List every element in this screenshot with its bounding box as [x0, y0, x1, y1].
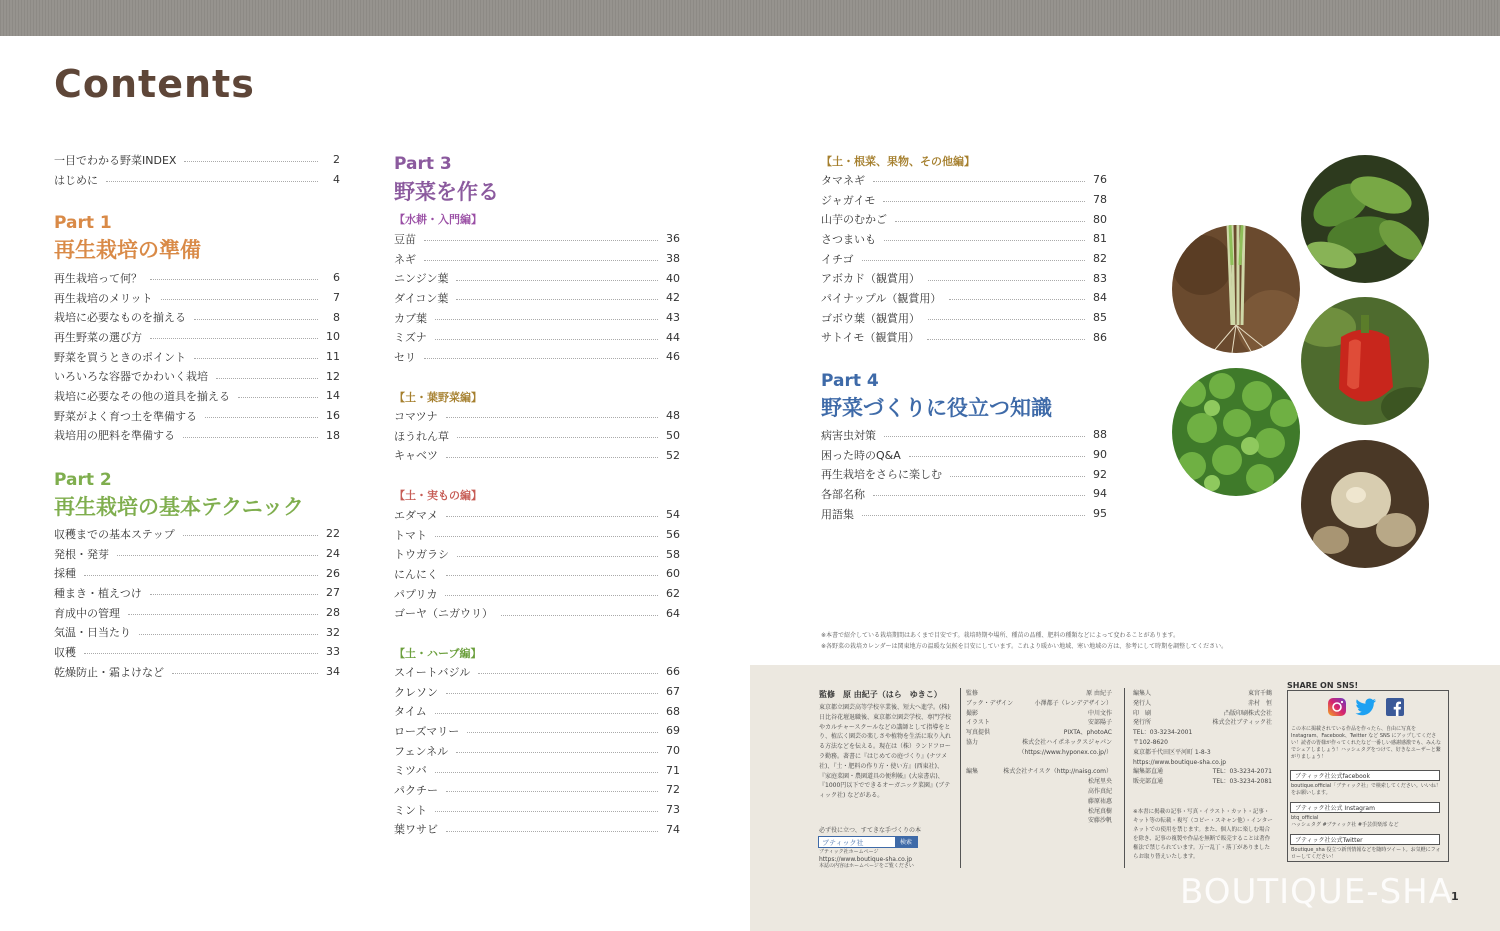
toc-entry-page: 8	[333, 310, 340, 324]
toc-entry[interactable]	[54, 524, 340, 544]
toc-entry-page: 58	[666, 547, 680, 561]
dot-leader	[456, 280, 658, 281]
toc-entry-label: 豆苗	[394, 232, 416, 246]
section-herb-heading: 【土・ハーブ編】	[394, 647, 482, 660]
toc-entry[interactable]	[821, 464, 1107, 484]
toc-entry[interactable]	[821, 425, 1107, 445]
toc-entry-label: 再生栽培って何？	[54, 271, 142, 285]
instagram-link[interactable]: ブティック社公式 Instagram	[1290, 802, 1440, 813]
toc-entry-label: はじめに	[54, 173, 98, 187]
toc-entry[interactable]	[394, 347, 680, 367]
toc-entry-label: 栽培用の肥料を準備する	[54, 429, 175, 443]
dot-leader	[150, 594, 318, 595]
toc-entry-label: トウガラシ	[394, 548, 449, 562]
toc-entry[interactable]	[394, 308, 680, 328]
toc-entry[interactable]	[54, 150, 340, 170]
toc-entry[interactable]	[54, 307, 340, 327]
toc-entry-label: パプリカ	[394, 587, 438, 601]
dot-leader	[150, 279, 318, 280]
section-fruit-heading: 【土・実もの編】	[394, 489, 482, 502]
toc-entry-label: 気温・日当たり	[54, 626, 131, 640]
toc-entry[interactable]	[394, 682, 680, 702]
toc-entry-label: ニンジン葉	[394, 272, 449, 286]
toc-entry-page: 71	[666, 763, 680, 777]
toc-intro-list	[54, 150, 340, 189]
toc-entry-label: 再生栽培のメリット	[54, 291, 153, 305]
toc-entry-label: キャベツ	[394, 449, 438, 463]
toc-entry-page: 11	[326, 350, 340, 364]
dot-leader	[205, 417, 318, 418]
toc-entry-label: 発根・発芽	[54, 547, 109, 561]
dot-leader	[928, 319, 1085, 320]
red-paprika-photo	[1301, 297, 1429, 425]
toc-entry[interactable]	[821, 484, 1107, 504]
toc-entry-label: 野菜がよく育つ土を準備する	[54, 409, 197, 423]
potato-photo	[1301, 440, 1429, 568]
brand-logo: BOUTIQUE-SHA	[1180, 872, 1453, 912]
page-title: Contents	[54, 62, 255, 106]
toc-entry[interactable]	[394, 327, 680, 347]
toc-entry[interactable]	[54, 662, 340, 682]
toc-entry-label: アボカド（観賞用）	[821, 272, 920, 286]
toc-entry-page: 48	[666, 409, 680, 423]
toc-entry-label: パクチー	[394, 783, 438, 797]
dot-leader	[238, 397, 318, 398]
note-line-2: ※各野菜の栽培カレンダーは関東地方の温暖な気候を目安にしています。これより暖かい地域、寒い地域の方は、参考にして時期を調整してください。	[821, 643, 1228, 650]
dot-leader	[194, 319, 318, 320]
divider-1	[960, 688, 961, 868]
toc-entry[interactable]	[821, 249, 1107, 269]
toc-entry[interactable]	[54, 642, 340, 662]
dot-leader	[183, 437, 318, 438]
toc-entry-page: 24	[326, 547, 340, 561]
toc-entry[interactable]	[54, 583, 340, 603]
toc-entry-page: 54	[666, 508, 680, 522]
toc-entry[interactable]	[54, 386, 340, 406]
toc-entry-label: サトイモ（観賞用）	[821, 331, 920, 345]
dot-leader	[183, 535, 318, 536]
dot-leader	[435, 536, 658, 537]
toc-entry-page: 72	[666, 783, 680, 797]
supervisor-bio: 東京都立園芸高等学校卒業後、短大へ進学。(株)日比谷花壇退職後、東京都立園芸学校、専門学校やカルチャースクールなどの講師として指導をとり、植広く園芸の楽しさや植物を生活に取り入れる方法などを伝える。現在は（株）ランドフローラ勤務。著書に『はじめての庭づくり』(ナツメ社)、『土・肥料の作り方・使い方』(西東社)、『家庭菜園・農園道具の便利帳』(大泉書店)、『1000円以下でできるオーガニック菜園』(ブティック社) などがある。	[819, 704, 952, 800]
part4-title: 野菜づくりに役立つ知識	[821, 396, 1052, 420]
staff-names: 原 由紀子 小澤都子（レンデデザイン） 中川文作 安部陽子 PIXTA、photoAC 株式会社ハイポネックスジャパン （https://www.hyponex.co.jp/） 株式会社ナイスク（http://naisg.com） 松尾里央 高作真紀 藤原祐惠 松尾真樹 安藤沙帆	[1003, 690, 1112, 825]
toc-entry-page: 42	[666, 291, 680, 305]
search-box-label: ブティック社	[822, 839, 864, 847]
section-root-list	[821, 170, 1107, 347]
toc-entry[interactable]	[821, 445, 1107, 465]
dot-leader	[873, 181, 1085, 182]
toc-entry-page: 6	[333, 271, 340, 285]
dot-leader	[873, 495, 1085, 496]
dot-leader	[161, 299, 318, 300]
toc-entry[interactable]	[394, 721, 680, 741]
toc-entry-label: ネギ	[394, 252, 416, 266]
dot-leader	[194, 358, 318, 359]
part2-title: 再生栽培の基本テクニック	[54, 495, 304, 519]
toc-entry[interactable]	[394, 505, 680, 525]
toc-entry[interactable]	[394, 741, 680, 761]
dot-leader	[184, 161, 318, 162]
dot-leader	[883, 201, 1085, 202]
toc-entry-page: 62	[666, 587, 680, 601]
instagram-note: btq_official ハッシュタグ #ブティック社 #手芸倶楽部 など	[1291, 815, 1399, 828]
toc-entry-page: 92	[1093, 467, 1107, 481]
part1-list	[54, 268, 340, 445]
homepage-url[interactable]: https://www.boutique-sha.co.jp	[819, 856, 913, 863]
toc-entry-page: 7	[333, 291, 340, 305]
toc-entry[interactable]	[394, 603, 680, 623]
toc-entry-label: 野菜を買うときのポイント	[54, 350, 186, 364]
dot-leader	[884, 240, 1085, 241]
toc-entry[interactable]	[54, 268, 340, 288]
instagram-icon[interactable]	[1327, 697, 1347, 717]
dot-leader	[446, 791, 658, 792]
dot-leader	[456, 299, 658, 300]
toc-entry[interactable]	[54, 327, 340, 347]
toc-entry[interactable]	[54, 366, 340, 386]
watercress-photo	[1172, 368, 1300, 496]
toc-entry[interactable]	[821, 229, 1107, 249]
toc-entry[interactable]	[394, 820, 680, 840]
supervisor-heading: 監修 原 由紀子（はら ゆきこ）	[819, 690, 942, 699]
toc-entry-label: 一目でわかる野菜INDEX	[54, 153, 177, 167]
dot-leader	[950, 476, 1085, 477]
toc-entry[interactable]	[821, 170, 1107, 190]
toc-entry-label: 困った時のQ&A	[821, 448, 901, 462]
search-hint: 必ず役に立つ、すてきな手づくりの本	[819, 827, 921, 834]
toc-entry-label: にんにく	[394, 567, 438, 581]
dot-leader	[927, 339, 1085, 340]
toc-entry[interactable]	[394, 288, 680, 308]
section-hydro-list	[394, 229, 680, 367]
dot-leader	[862, 260, 1085, 261]
dot-leader	[446, 417, 658, 418]
toc-entry-label: 採種	[54, 567, 76, 581]
toc-entry-page: 73	[666, 803, 680, 817]
dot-leader	[150, 338, 318, 339]
toc-entry-label: 栽培に必要なその他の道具を揃える	[54, 389, 230, 403]
toc-entry-label: 再生栽培をさらに楽しむ	[821, 468, 942, 482]
facebook-icon[interactable]	[1385, 697, 1405, 717]
toc-entry-label: タイム	[394, 705, 427, 719]
toc-entry-page: 46	[666, 350, 680, 364]
toc-entry[interactable]	[394, 268, 680, 288]
toc-entry-label: クレソン	[394, 685, 438, 699]
toc-entry-page: 64	[666, 606, 680, 620]
toc-entry-label: 病害虫対策	[821, 428, 876, 442]
toc-entry[interactable]	[394, 780, 680, 800]
divider-2	[1124, 688, 1125, 868]
toc-entry-page: 83	[1093, 271, 1107, 285]
toc-entry[interactable]	[394, 760, 680, 780]
dot-leader	[435, 772, 658, 773]
toc-entry-page: 10	[326, 330, 340, 344]
toc-entry-label: スイートバジル	[394, 665, 471, 679]
dot-leader	[445, 595, 658, 596]
toc-entry-label: ローズマリー	[394, 724, 460, 738]
dot-leader	[424, 260, 658, 261]
toc-entry-page: 34	[326, 665, 340, 679]
dot-leader	[128, 614, 318, 615]
toc-entry-label: いろいろな容器でかわいく栽培	[54, 370, 208, 384]
section-hydro-heading: 【水耕・入門編】	[394, 213, 482, 226]
toc-entry-label: コマツナ	[394, 409, 438, 423]
toc-entry-label: ダイコン葉	[394, 291, 449, 305]
toc-entry-page: 94	[1093, 487, 1107, 501]
toc-entry[interactable]	[394, 564, 680, 584]
toc-entry-page: 68	[666, 704, 680, 718]
toc-entry-page: 66	[666, 665, 680, 679]
toc-entry-label: 種まき・植えつけ	[54, 586, 142, 600]
toc-entry[interactable]	[821, 209, 1107, 229]
toc-entry[interactable]	[394, 584, 680, 604]
toc-entry-page: 38	[666, 252, 680, 266]
dot-leader	[106, 181, 318, 182]
toc-entry-label: ゴボウ葉（観賞用）	[821, 311, 920, 325]
toc-entry-page: 84	[1093, 291, 1107, 305]
toc-entry[interactable]	[821, 308, 1107, 328]
toc-entry-page: 22	[326, 527, 340, 541]
toc-entry-page: 69	[666, 724, 680, 738]
toc-entry[interactable]	[821, 288, 1107, 308]
leafy-greens-photo	[1301, 155, 1429, 283]
toc-entry-page: 81	[1093, 232, 1107, 246]
toc-entry-label: 各部名称	[821, 487, 865, 501]
sns-title: SHARE ON SNS!	[1287, 681, 1361, 690]
dot-leader	[435, 339, 658, 340]
sns-text: この本に掲載されている作品を作ったら、自由に写真を Instagram、Facebook、Twitter など SNS にアップしてください！読者の皆様が作ってくれたなど一番しい感謝感激でも、みんなでシェアしましょう！ハッシュタグをつけて、好きなユーザーと繋がりましょう！	[1291, 726, 1442, 760]
dot-leader	[928, 280, 1085, 281]
dot-leader	[862, 515, 1085, 516]
toc-entry-label: イチゴ	[821, 252, 854, 266]
toc-entry[interactable]	[394, 426, 680, 446]
part2-number: Part 2	[54, 470, 112, 490]
dot-leader	[446, 693, 658, 694]
sns-icons	[1327, 697, 1405, 717]
toc-entry-page: 40	[666, 271, 680, 285]
part4-list	[821, 425, 1107, 523]
legal-notice: ※本書に掲載の記事・写真・イラスト・カット・記事・キット等の転載・複写（コピー・スキャン他）・インターネットでの使用を禁じます。また、個人的に楽しむ場合を除き、記事の複製や作品を無断で販売することは著作権法で禁じられています。万一乱丁・落丁がありましたらお取り替えいたします。	[1133, 809, 1273, 860]
toc-entry[interactable]	[54, 563, 340, 583]
toc-entry-label: さつまいも	[821, 232, 876, 246]
toc-entry[interactable]	[54, 622, 340, 642]
publisher-names: 東宮千鶴 赤村 恒 凸版印刷株式会社 株式会社ブティック社 TEL：03-3234-2071 TEL：03-3234-2081	[1212, 690, 1272, 786]
toc-entry[interactable]	[821, 328, 1107, 348]
toc-entry[interactable]	[394, 229, 680, 249]
dot-leader	[478, 673, 658, 674]
toc-entry[interactable]	[54, 603, 340, 623]
dot-leader	[501, 615, 658, 616]
toc-entry-page: 74	[666, 822, 680, 836]
homepage-note: 本誌の内容はホームページをご覧ください	[819, 863, 914, 869]
toc-entry-page: 4	[333, 173, 340, 187]
toc-entry[interactable]	[54, 406, 340, 426]
toc-entry-label: カブ葉	[394, 311, 427, 325]
toc-entry-page: 28	[326, 606, 340, 620]
toc-entry[interactable]	[394, 445, 680, 465]
toc-entry-page: 90	[1093, 448, 1107, 462]
section-leaf-list	[394, 406, 680, 465]
part1-title: 再生栽培の準備	[54, 238, 201, 262]
twitter-link[interactable]: ブティック社公式Twitter	[1290, 834, 1440, 845]
toc-entry-label: 収穫までの基本ステップ	[54, 527, 175, 541]
toc-entry-page: 50	[666, 429, 680, 443]
search-button[interactable]: 検索	[895, 837, 917, 847]
toc-entry-page: 44	[666, 330, 680, 344]
dot-leader	[424, 358, 658, 359]
toc-entry[interactable]	[54, 170, 340, 190]
section-fruit-list	[394, 505, 680, 623]
toc-entry-page: 52	[666, 448, 680, 462]
toc-entry-label: ミズナ	[394, 331, 427, 345]
dot-leader	[446, 575, 658, 576]
dot-leader	[895, 221, 1085, 222]
toc-entry-page: 12	[326, 369, 340, 383]
part1-number: Part 1	[54, 213, 112, 233]
section-leaf-heading: 【土・葉野菜編】	[394, 391, 482, 404]
dot-leader	[457, 437, 658, 438]
toc-entry[interactable]	[821, 268, 1107, 288]
toc-entry-page: 32	[326, 625, 340, 639]
toc-entry-page: 82	[1093, 252, 1107, 266]
toc-entry[interactable]	[54, 544, 340, 564]
toc-entry-label: 栽培に必要なものを揃える	[54, 311, 186, 325]
twitter-icon[interactable]	[1355, 697, 1377, 717]
toc-entry-page: 27	[326, 586, 340, 600]
publisher-roles: 編集人 発行人 印 刷 発行所 TEL：03-3234-2001 〒102-8620 東京都千代田区平河町 1-8-3 https://www.boutique-sha.co.jp 編集部直通 販売部直通	[1133, 690, 1227, 786]
toc-entry-label: ほうれん草	[394, 429, 449, 443]
toc-entry[interactable]	[54, 426, 340, 446]
toc-entry-page: 26	[326, 566, 340, 580]
toc-entry-page: 67	[666, 685, 680, 699]
toc-entry-label: ジャガイモ	[821, 193, 876, 207]
twitter-note: Boutique_sha 役立つ新刊情報などを随時ツイート。お気軽にフォローしてください！	[1291, 847, 1441, 860]
toc-entry[interactable]	[394, 701, 680, 721]
dot-leader	[84, 653, 318, 654]
toc-entry-page: 36	[666, 232, 680, 246]
toc-entry-page: 78	[1093, 193, 1107, 207]
toc-entry-label: 山芋のむかご	[821, 213, 887, 227]
dot-leader	[467, 732, 658, 733]
toc-entry-label: 葉ワサビ	[394, 823, 438, 837]
homepage-label: ブティック社ホームページ	[819, 849, 879, 855]
toc-entry-page: 85	[1093, 311, 1107, 325]
dot-leader	[216, 378, 318, 379]
section-herb-list	[394, 662, 680, 839]
toc-entry[interactable]	[394, 662, 680, 682]
dot-leader	[909, 456, 1085, 457]
staff-roles: 監修 ブック・デザイン 撮影 イラスト 写真提供 協力 編集	[966, 690, 1014, 776]
toc-entry-page: 18	[326, 428, 340, 442]
part3-number: Part 3	[394, 154, 452, 174]
dot-leader	[446, 831, 658, 832]
toc-entry-page: 16	[326, 409, 340, 423]
page-number: 1	[1451, 890, 1459, 903]
toc-entry-page: 80	[1093, 212, 1107, 226]
part2-list	[54, 524, 340, 682]
facebook-note: boutique.official「ブティック社」で検索してください。いいね！をお願いします。	[1291, 783, 1441, 796]
toc-entry-label: トマト	[394, 528, 427, 542]
toc-entry-page: 70	[666, 744, 680, 758]
toc-entry-page: 56	[666, 528, 680, 542]
dot-leader	[172, 673, 318, 674]
toc-entry-label: フェンネル	[394, 744, 449, 758]
part4-number: Part 4	[821, 371, 879, 391]
note-line-1: ※本書で紹介している栽培期間はあくまで目安です。栽培時期や場所、種苗の品種、肥料の種類などによって変わることがあります。	[821, 632, 1180, 639]
toc-entry-label: 再生野菜の選び方	[54, 330, 142, 344]
dot-leader	[456, 752, 658, 753]
toc-entry[interactable]	[821, 190, 1107, 210]
dot-leader	[424, 240, 658, 241]
toc-entry-page: 88	[1093, 428, 1107, 442]
toc-entry-page: 43	[666, 311, 680, 325]
section-root-heading: 【土・根菜、果物、その他編】	[821, 155, 975, 168]
toc-entry[interactable]	[821, 504, 1107, 524]
dot-leader	[435, 713, 658, 714]
toc-entry[interactable]	[394, 525, 680, 545]
toc-entry-label: エダマメ	[394, 508, 438, 522]
toc-entry[interactable]	[394, 544, 680, 564]
dot-leader	[435, 811, 658, 812]
toc-entry-label: 用語集	[821, 507, 854, 521]
dot-leader	[949, 299, 1085, 300]
facebook-link[interactable]: ブティック社公式facebook	[1290, 770, 1440, 781]
dot-leader	[446, 457, 658, 458]
toc-entry-label: セリ	[394, 350, 416, 364]
toc-entry-page: 33	[326, 645, 340, 659]
dot-leader	[84, 575, 318, 576]
dot-leader	[139, 634, 318, 635]
toc-entry-page: 60	[666, 567, 680, 581]
toc-entry-label: 乾燥防止・霜よけなど	[54, 665, 164, 679]
search-box[interactable]	[818, 836, 918, 848]
part3-title: 野菜を作る	[394, 180, 499, 204]
toc-entry-label: ミツバ	[394, 764, 427, 778]
dot-leader	[457, 556, 658, 557]
linen-texture-band	[0, 0, 1500, 36]
toc-entry[interactable]	[394, 800, 680, 820]
toc-entry-page: 86	[1093, 330, 1107, 344]
toc-entry-label: パイナップル（観賞用）	[821, 291, 942, 305]
dot-leader	[884, 436, 1085, 437]
toc-entry[interactable]	[54, 288, 340, 308]
toc-entry[interactable]	[394, 406, 680, 426]
toc-entry-label: タマネギ	[821, 173, 865, 187]
dot-leader	[435, 319, 658, 320]
toc-entry-page: 2	[333, 153, 340, 167]
toc-entry-label: ゴーヤ（ニガウリ）	[394, 607, 493, 621]
dot-leader	[446, 516, 658, 517]
toc-entry-page: 95	[1093, 507, 1107, 521]
green-onion-roots-photo	[1172, 225, 1300, 353]
toc-entry-label: 収穫	[54, 645, 76, 659]
toc-entry[interactable]	[54, 347, 340, 367]
dot-leader	[117, 555, 318, 556]
toc-entry-page: 14	[326, 389, 340, 403]
toc-entry[interactable]	[394, 249, 680, 269]
toc-entry-label: ミント	[394, 803, 427, 817]
toc-entry-label: 育成中の管理	[54, 606, 120, 620]
toc-entry-page: 76	[1093, 173, 1107, 187]
